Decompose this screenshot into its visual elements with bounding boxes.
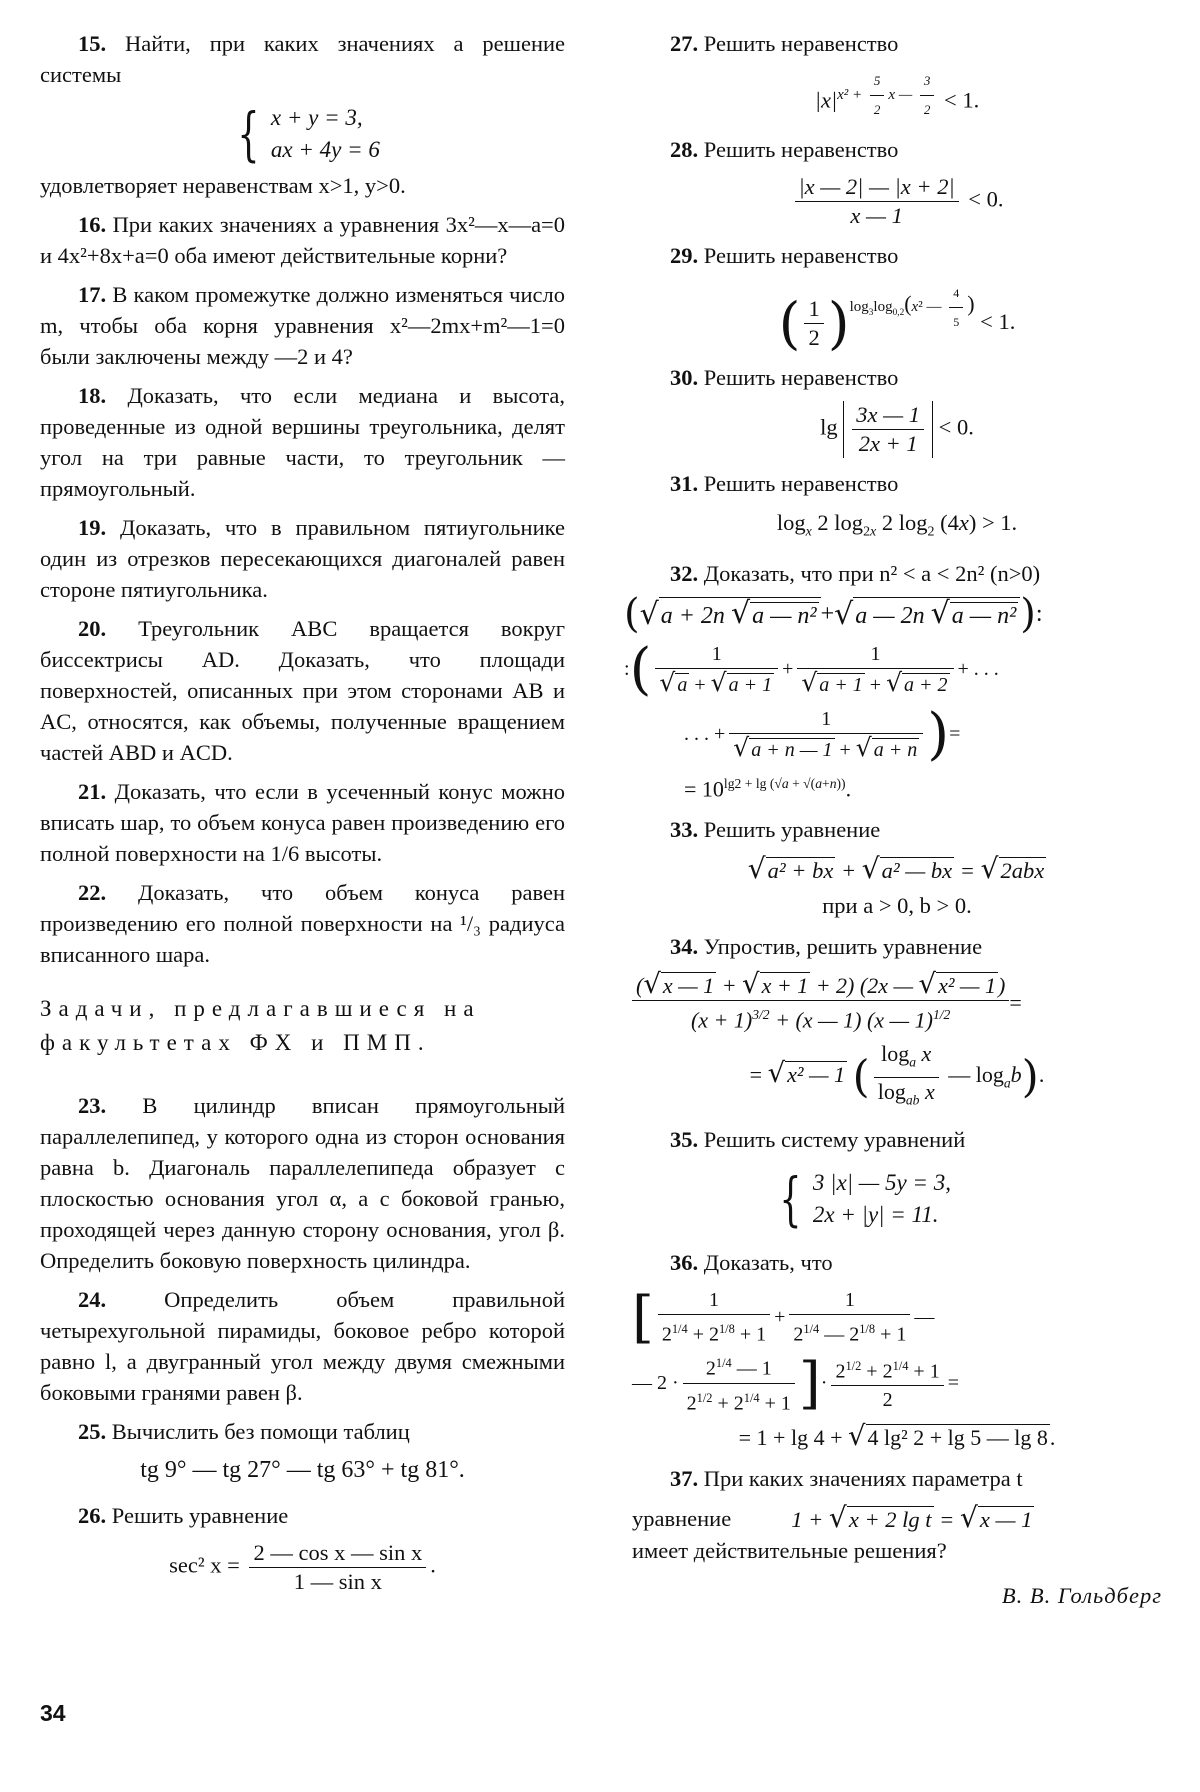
problem-number: 18. <box>78 383 107 408</box>
numerator: 2 — cos x — sin x <box>249 1539 426 1568</box>
problem-text: Доказать, что если медиана и высота, проведенные из одной вершины треугольника, делят угол на три равные части, то треугольник — прямоугольный. <box>40 383 566 501</box>
numerator: |x — 2| — |x + 2| <box>795 173 959 202</box>
problem-text: Найти, при каких значениях a решение системы <box>40 31 566 87</box>
problem-number: 31. <box>670 471 699 497</box>
problem-number: 29. <box>670 243 699 268</box>
problem-text: Треугольник ABC вращается вокруг биссектрисы AD. Доказать, что площади поверхностей, описанных при этом сторонами AB и AC, относятся, как объемы, полученные вращением частей ABD и ACD. <box>40 616 565 765</box>
left-column <box>40 28 565 1606</box>
problem-29 <box>632 240 1162 271</box>
problem-16 <box>40 209 565 271</box>
problem-15 <box>40 28 565 90</box>
problem-32 <box>632 558 1162 589</box>
problem-text-tail: удовлетворяет неравенствам x>1, y>0. <box>40 173 406 198</box>
problem-text: Определить объем правильной четырехугольной пирамиды, боковое ребро которой равно l, а двугранный угол между двумя смежными боковыми гранями равен β. <box>40 1287 565 1405</box>
fraction <box>852 401 924 458</box>
problem-27 <box>632 28 1162 59</box>
formula-condition: при a > 0, b > 0. <box>822 893 972 919</box>
problem-number: 20. <box>78 616 107 641</box>
problem-36 <box>632 1247 1162 1278</box>
problem-33 <box>632 814 1162 845</box>
problem-17 <box>40 279 565 372</box>
problem-text: В каком промежутке должно изменяться число m, чтобы оба корня уравнения x²—2mx+m²—1=0 были заключены между —2 и 4? <box>40 282 566 369</box>
problem-text: Решить неравенство <box>703 243 899 268</box>
formula: sec² x = $\frac{\text{2 — cos x — sin x}}{\text{1 — sin x}}$ . <box>169 1540 436 1594</box>
problem-text: Решить неравенство <box>703 471 899 497</box>
problem-number: 36. <box>670 1250 699 1276</box>
right-column <box>624 28 1162 1611</box>
problem-37 <box>632 1463 1162 1494</box>
formula: √a² + bx + √a² — bx = √2abx <box>747 852 1045 886</box>
problem-text: Решить неравенство <box>703 365 899 391</box>
problem-text: При каких значениях a уравнения 3x²—x—a=0 и 4x²+8x+a=0 оба имеют действительные корни? <box>40 212 565 268</box>
problem-number: 37. <box>670 1466 699 1492</box>
problem-text: уравнение <box>632 1506 732 1532</box>
problem-text: Решить неравенство <box>703 31 899 56</box>
numerator: 3x — 1 <box>852 401 924 430</box>
problem-number: 24. <box>78 1287 107 1312</box>
problem-23 <box>40 1090 565 1276</box>
formula: ( √ a + 2n √a — n² + √ a — 2n √a — n² ) : : ( $\frac{1}{√ a + √ a + 1}$ + $\frac{1}{√ a + 1 + √ a + 2}$ + . . . . . . + $\frac{1}{√ a + n — 1 + √ a + n}$ ) = = $10^{lg2 + lg (√a + √(a+n))}$. <box>624 597 1162 804</box>
formula-rhs: < 0. <box>968 186 1004 212</box>
denominator: x — 1 <box>850 203 903 228</box>
formula: $\log_x 2$ $\log_{2x} 2$ $\log_2 (4x) > 1$. <box>776 510 1018 540</box>
problem-25 <box>40 1416 565 1447</box>
formula: $|x|^{x^2 + \frac{5}{2} x — \frac{3}{2}}$ < 1. <box>632 67 1162 124</box>
problem-number: 15. <box>78 31 107 56</box>
problem-number: 19. <box>78 515 107 540</box>
system-line: x + y = 3, <box>270 105 363 130</box>
problem-text: Решить уравнение <box>111 1503 289 1528</box>
problem-text: Решить неравенство <box>703 137 899 162</box>
system-line: ax + 4y = 6 <box>270 137 380 162</box>
problem-text: В цилиндр вписан прямоугольный параллелепипед, у которого одна из сторон основания равна b. Диагональ параллелепипеда образует с плоскостью основания угол α, а с боковой гранью, проходящей через данную сторону основания, угол β. Определить боковую поверхность цилиндра. <box>40 1093 565 1273</box>
problem-24 <box>40 1284 565 1408</box>
denominator: 1 — sin x <box>293 1569 382 1594</box>
formula <box>632 173 1162 230</box>
formula: tg 9° — tg 27° — tg 63° + tg 81°. <box>140 1457 465 1483</box>
system-line: 2x + |y| = 11. <box>812 1202 939 1228</box>
fraction <box>795 173 959 230</box>
problem-text: Доказать, что объем конуса равен произведению его полной поверхности на ¹/₃ радиуса вписанного шара. <box>40 880 566 967</box>
problem-text: Доказать, что <box>703 1250 833 1276</box>
problem-28 <box>632 134 1162 165</box>
page-number: 34 <box>40 1700 66 1726</box>
problem-number: 16. <box>78 212 107 237</box>
formula-result: = 1 + lg 4 + √4 lg² 2 + lg 5 — lg 8. <box>738 1420 1056 1453</box>
problem-number: 33. <box>670 817 699 843</box>
equation-system <box>230 102 380 166</box>
problem-text: Вычислить без помощи таблиц <box>111 1419 410 1444</box>
problem-number: 34. <box>670 934 699 960</box>
problem-number: 32. <box>670 560 699 586</box>
problem-text: При каких значениях параметра t <box>703 1466 1023 1492</box>
problem-number: 28. <box>670 137 699 162</box>
formula: ( $\frac{1}{2}$ )$^{log_3log_{0,2}(x^2 — \frac{4}{5} )}$ < 1. <box>632 279 1162 352</box>
problem-text: Доказать, что в правильном пятиугольнике один из отрезков пересекающихся диагоналей равен стороне пятиугольника. <box>40 515 565 602</box>
problem-number: 21. <box>78 779 107 804</box>
problem-text: Решить уравнение <box>703 817 881 843</box>
problem-21 <box>40 776 565 869</box>
formula-lhs: sec² x = <box>169 1552 240 1578</box>
problem-18 <box>40 380 565 504</box>
problem-text: Доказать, что если в усеченный конус можно вписать шар, то объем конуса равен произведению его полной поверхности на 1/6 высоты. <box>40 779 565 866</box>
problem-number: 25. <box>78 1419 107 1444</box>
formula: $\frac{\text{(√x — 1 + √x + 1 + 2) (2x — √x² — 1)}}{(x + 1)^{3/2} + (x — 1) (x — 1)^{1/2}}$ = = √x² — 1 ( $\frac{\log_a x}{\log_{ab} x}$ — $\log_ab$). <box>632 970 1162 1114</box>
author-signature: В. В. Гольдберг <box>1001 1583 1162 1609</box>
formula: [ $\frac{1}{2^{1/4} + 2^{1/8} + 1}$ + $\frac{1}{2^{1/4} — 2^{1/8} + 1}$ — — 2 · $\frac{2^{1/4} — 1}{2^{1/2} + 2^{1/4} + 1}$ ] · $\frac{2^{1/2} + 2^{1/4} + 1}{2}$ = = 1 + lg 4 + √4 lg² 2 + lg 5 — lg 8. <box>632 1286 1162 1453</box>
problem-19 <box>40 512 565 605</box>
problem-text: Доказать, что при n² < a < 2n² (n>0) <box>703 560 1041 586</box>
problem-number: 26. <box>78 1503 107 1528</box>
problem-22 <box>40 877 565 970</box>
problem-37-line: уравнение 1 + √x + 2 lg t = √x — 1 <box>632 1501 1033 1535</box>
problem-35 <box>632 1124 1162 1155</box>
system-line: 3 |x| — 5y = 3, <box>812 1170 951 1196</box>
equation-system <box>772 1165 951 1234</box>
problem-number: 27. <box>670 31 699 56</box>
problem-34 <box>632 931 1162 962</box>
problem-number: 35. <box>670 1127 699 1153</box>
problem-30 <box>632 362 1162 393</box>
formula-result: = $10^{lg2 + lg (√a + √(a+n))}$. <box>684 775 852 802</box>
problem-text: Упростив, решить уравнение <box>703 934 983 960</box>
problem-31 <box>632 468 1162 499</box>
section-title: Задачи, предлагавшиеся на факультетах ФХ и ПМП. <box>40 996 481 1055</box>
formula-rhs: < 0. <box>938 414 974 440</box>
problem-26 <box>40 1500 565 1531</box>
fraction <box>249 1539 426 1596</box>
problem-number: 30. <box>670 365 699 391</box>
problem-number: 23. <box>78 1093 107 1118</box>
problem-text: Решить систему уравнений <box>703 1127 966 1153</box>
problem-text: имеет действительные решения? <box>632 1538 947 1564</box>
problem-number: 22. <box>78 880 107 905</box>
formula: lg $\frac{3x — 1}{2x + 1}$ < 0. <box>820 402 974 457</box>
denominator: 2x + 1 <box>858 431 918 457</box>
brace-icon: { <box>237 100 260 168</box>
problem-number: 17. <box>78 282 107 307</box>
brace-icon: { <box>779 1165 802 1234</box>
problem-20 <box>40 613 565 768</box>
